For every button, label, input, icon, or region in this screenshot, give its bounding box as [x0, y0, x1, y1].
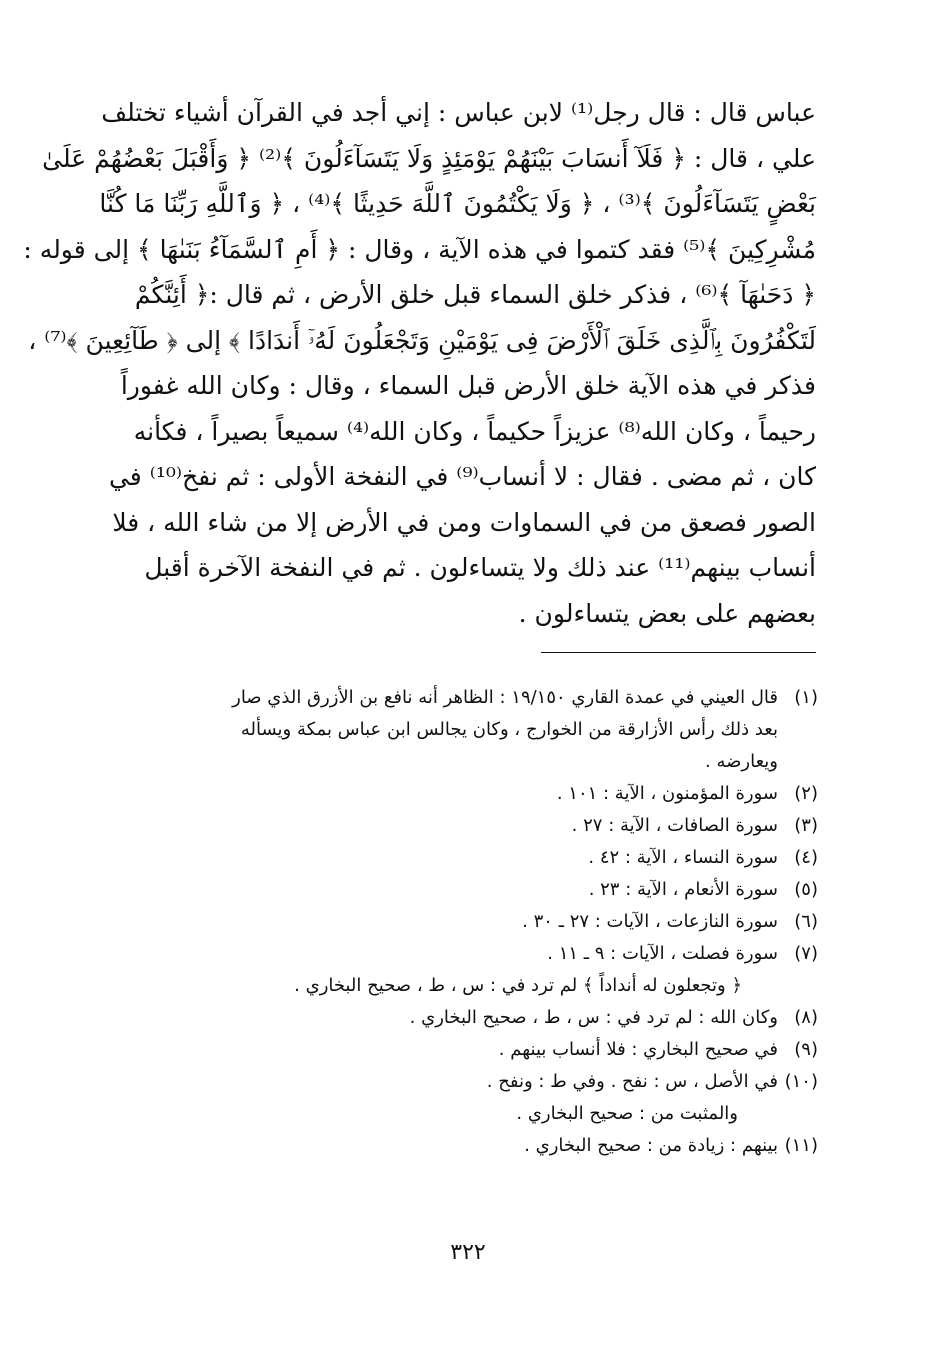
- main-text-line: أنساب بينهم⁽¹¹⁾ عند ذلك ولا يتساءلون . ثم في النفخة الآخرة أقبل: [144, 553, 816, 582]
- main-text-line: ﴿ دَحَىٰهَآ ﴾⁽⁶⁾ ، فذكر خلق السماء قبل خلق الأرض ، ثم قال :﴿ أَئِنَّكُمْ: [134, 280, 816, 309]
- footnote-number: (٦): [794, 911, 818, 932]
- footnote-number: (١): [794, 687, 818, 708]
- main-text-line: بعضهم على بعض يتساءلون .: [518, 598, 816, 628]
- footnote-7-continuation: [100, 970, 818, 1002]
- footnote-line: في صحيح البخاري : فلا أنساب بينهم .: [498, 1039, 778, 1060]
- footnote-4: [100, 842, 818, 874]
- footnote-line: سورة الصافات ، الآية : ٢٧ .: [571, 815, 778, 836]
- footnote-text: [100, 1034, 778, 1066]
- footnote-6: [100, 906, 818, 938]
- footnote-number: (٥): [794, 879, 818, 900]
- footnote-line: بينهم : زيادة من : صحيح البخاري .: [524, 1135, 778, 1156]
- footnote-1: [100, 682, 818, 778]
- footnote-separator: [541, 652, 816, 653]
- footnote-text: [100, 810, 778, 842]
- footnote-2: [100, 778, 818, 810]
- main-text-line: رحيماً ، وكان الله⁽⁸⁾ عزيزاً حكيماً ، وكان الله⁽⁴⁾ سميعاً بصيراً ، فكأنه: [133, 416, 816, 446]
- main-text-block: [23, 90, 816, 636]
- main-text-line: الصور فصعق من في السماوات ومن في الأرض إلا من شاء الله ، فلا: [112, 507, 816, 537]
- footnote-text: [100, 682, 778, 778]
- footnote-text: [100, 874, 778, 906]
- footnote-line: في الأصل ، س : نفح . وفي ط : ونفح .: [486, 1071, 778, 1092]
- footnote-line: ويعارضه .: [705, 751, 778, 772]
- footnote-number: (٢): [794, 783, 818, 804]
- footnote-number: (٣): [794, 815, 818, 836]
- footnote-number: (٨): [794, 1007, 818, 1028]
- main-text-line: علي ، قال : ﴿ فَلَآ أَنسَابَ بَيْنَهُمْ يَوْمَئِذٍ وَلَا يَتَسَآءَلُونَ ﴾⁽²⁾ ﴿ وَأَقْبَلَ بَعْضُهُمْ عَلَىٰ: [42, 143, 816, 173]
- footnote-10-continuation: [100, 1098, 818, 1130]
- footnote-text: [100, 906, 778, 938]
- main-text-line: عباس قال : قال رجل⁽¹⁾ لابن عباس : إني أجد في القرآن أشياء تختلف: [101, 98, 816, 127]
- footnotes-block: [100, 682, 818, 1162]
- footnote-11: [100, 1130, 818, 1162]
- footnote-line: سورة النساء ، الآية : ٤٢ .: [588, 847, 778, 868]
- footnote-text: [100, 970, 742, 1002]
- footnote-line: قال العيني في عمدة القاري ١٩/١٥٠ : الظاهر أنه نافع بن الأزرق الذي صار: [232, 687, 778, 708]
- footnote-text: [100, 1098, 738, 1130]
- footnote-line: ﴿ وتجعلون له أنداداً ﴾ لم ترد في : س ، ط ، صحيح البخاري .: [294, 975, 742, 996]
- footnote-5: [100, 874, 818, 906]
- footnote-line: وكان الله : لم ترد في : س ، ط ، صحيح البخاري .: [409, 1007, 778, 1028]
- footnote-line: سورة المؤمنون ، الآية : ١٠١ .: [556, 783, 778, 804]
- footnote-line: سورة الأنعام ، الآية : ٢٣ .: [588, 879, 778, 900]
- footnote-text: [100, 1002, 778, 1034]
- main-text-line: لَتَكْفُرُونَ بِٱلَّذِى خَلَقَ ٱلْأَرْضَ فِى يَوْمَيْنِ وَتَجْعَلُونَ لَهُۥٓ أَندَادًا ﴾ إلى ﴿ طَآئِعِينَ ﴾⁽⁷⁾ ،: [28, 325, 816, 355]
- footnote-number: (٧): [794, 943, 818, 964]
- footnote-10: [100, 1066, 818, 1098]
- footnote-text: [100, 1130, 778, 1162]
- footnote-9: [100, 1034, 818, 1066]
- footnote-text: [100, 778, 778, 810]
- footnote-line: سورة النازعات ، الآيات : ٢٧ ـ ٣٠ .: [522, 911, 778, 932]
- footnote-line: والمثبت من : صحيح البخاري .: [516, 1103, 738, 1124]
- main-text-line: بَعْضٍ يَتَسَآءَلُونَ ﴾⁽³⁾ ، ﴿ وَلَا يَكْتُمُونَ ٱللَّهَ حَدِيثًا ﴾⁽⁴⁾ ، ﴿ وَٱللَّهِ رَبِّنَا مَا كُنَّا: [99, 189, 816, 218]
- footnote-3: [100, 810, 818, 842]
- main-text-line: فذكر في هذه الآية خلق الأرض قبل السماء ، وقال : وكان الله غفوراً: [120, 371, 816, 400]
- footnote-text: [100, 1066, 778, 1098]
- footnote-7: [100, 938, 818, 970]
- footnote-8: [100, 1002, 818, 1034]
- footnote-number: (١١): [784, 1135, 818, 1156]
- footnote-text: [100, 842, 778, 874]
- page-number: ٣٢٢: [450, 1240, 486, 1265]
- main-text-line: كان ، ثم مضى . فقال : لا أنساب⁽⁹⁾ في النفخة الأولى : ثم نفخ⁽¹⁰⁾ في: [108, 462, 816, 491]
- main-text-line: مُشْرِكِينَ ﴾⁽⁵⁾ فقد كتموا في هذه الآية ، وقال : ﴿ أَمِ ٱلسَّمَآءُ بَنَىٰهَا ﴾ إلى قوله :: [23, 234, 816, 264]
- footnote-number: (٩): [794, 1039, 818, 1060]
- footnote-number: (٤): [794, 847, 818, 868]
- footnote-line: بعد ذلك رأس الأزارقة من الخوارج ، وكان يجالس ابن عباس بمكة ويسأله: [240, 719, 778, 740]
- footnote-text: [100, 938, 778, 970]
- footnote-number: (١٠): [784, 1071, 818, 1092]
- footnote-line: سورة فصلت ، الآيات : ٩ ـ ١١ .: [547, 943, 778, 964]
